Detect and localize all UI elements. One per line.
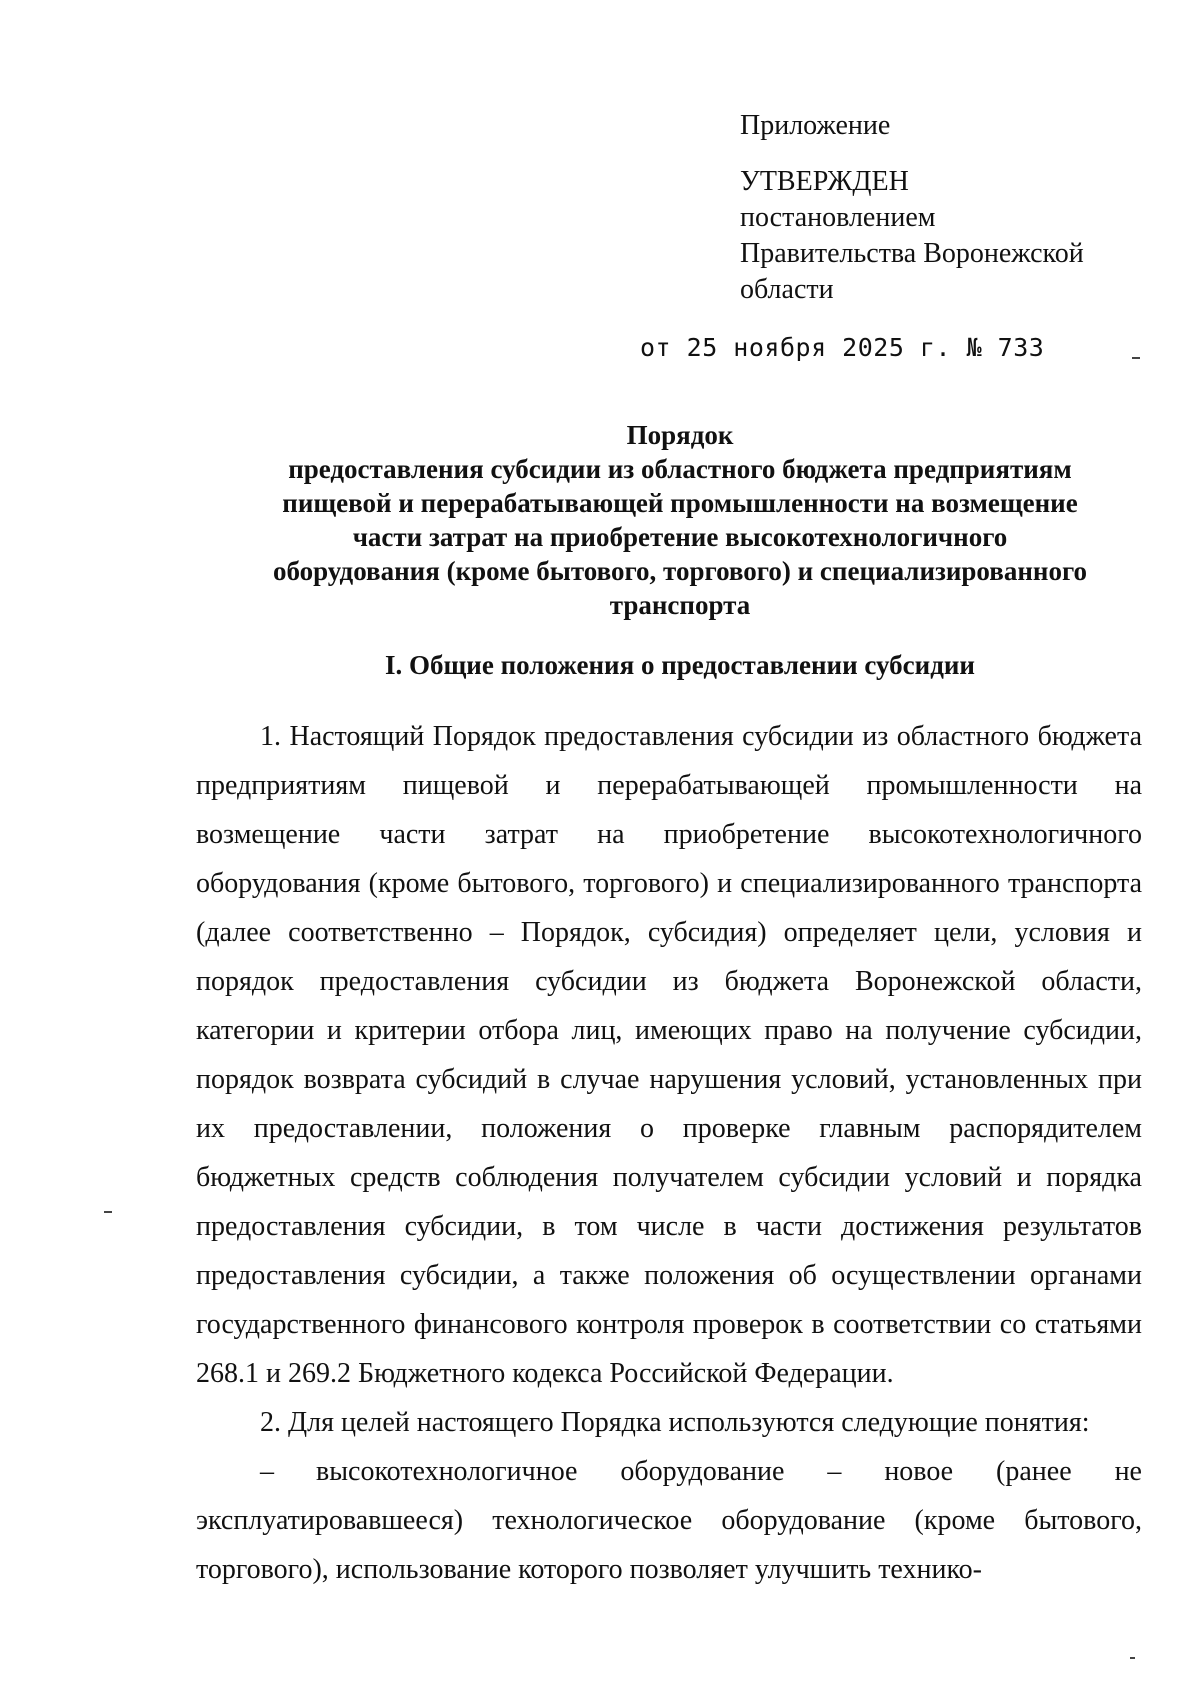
scan-mark	[104, 1211, 112, 1213]
approved-line-2: Правительства Воронежской	[740, 238, 1084, 269]
definition-item	[196, 1447, 1142, 1594]
approved-line-3: области	[740, 274, 834, 305]
paragraph-2: 2. Для целей настоящего Порядка используются следующие понятия:	[260, 1407, 1090, 1438]
document-body	[196, 712, 1142, 1594]
approved-line-1: постановлением	[740, 202, 936, 233]
appendix-label: Приложение	[740, 110, 891, 141]
scan-mark	[1132, 357, 1140, 359]
scan-mark	[1130, 1657, 1135, 1659]
approved-label: УТВЕРЖДЕН	[740, 166, 909, 197]
dash-bullet: –	[260, 1456, 274, 1487]
approval-block	[640, 108, 1160, 362]
decree-date-number: от 25 ноября 2025 г. № 733	[640, 333, 1045, 362]
section-heading: I. Общие положения о предоставлении субсидии	[385, 650, 975, 680]
title-line-3: пищевой и перерабатывающей промышленности на возмещение	[282, 488, 1078, 518]
title-line-1: Порядок	[626, 420, 734, 450]
definition-text: высокотехнологичное оборудование – новое (ранее не эксплуатировавшееся) технологическое оборудование (кроме бытового, торгового), использование которого позволяет улучшить технико-	[196, 1456, 1142, 1585]
title-line-2: предоставления субсидии из областного бюджета предприятиям	[288, 454, 1072, 484]
document-title	[200, 418, 1160, 622]
title-line-6: транспорта	[609, 590, 751, 620]
paragraph-1: 1. Настоящий Порядок предоставления субсидии из областного бюджета предприятиям пищевой и перерабатывающей промышленности на возмещение части затрат на приобретение высокотехнологичного оборудования (кроме бытового, торгового) и специализированного транспорта (далее соответственно – Порядок, субсидия) определяет цели, условия и порядок предоставления субсидии из бюджета Воронежской области, категории и критерии отбора лиц, имеющих право на получение субсидии, порядок возврата субсидий в случае нарушения условий, установленных при их предоставлении, положения о проверке главным распорядителем бюджетных средств соблюдения получателем субсидии условий и порядка предоставления субсидии, в том числе в части достижения результатов предоставления субсидии, а также положения об осуществлении органами государственного финансового контроля проверок в соответствии со статьями 268.1 и 269.2 Бюджетного кодекса Российской Федерации.	[196, 721, 1142, 1389]
title-line-5: оборудования (кроме бытового, торгового) и специализированного	[272, 556, 1088, 586]
approved-stamp-text	[740, 164, 1160, 308]
title-line-4: части затрат на приобретение высокотехнологичного	[352, 522, 1008, 552]
